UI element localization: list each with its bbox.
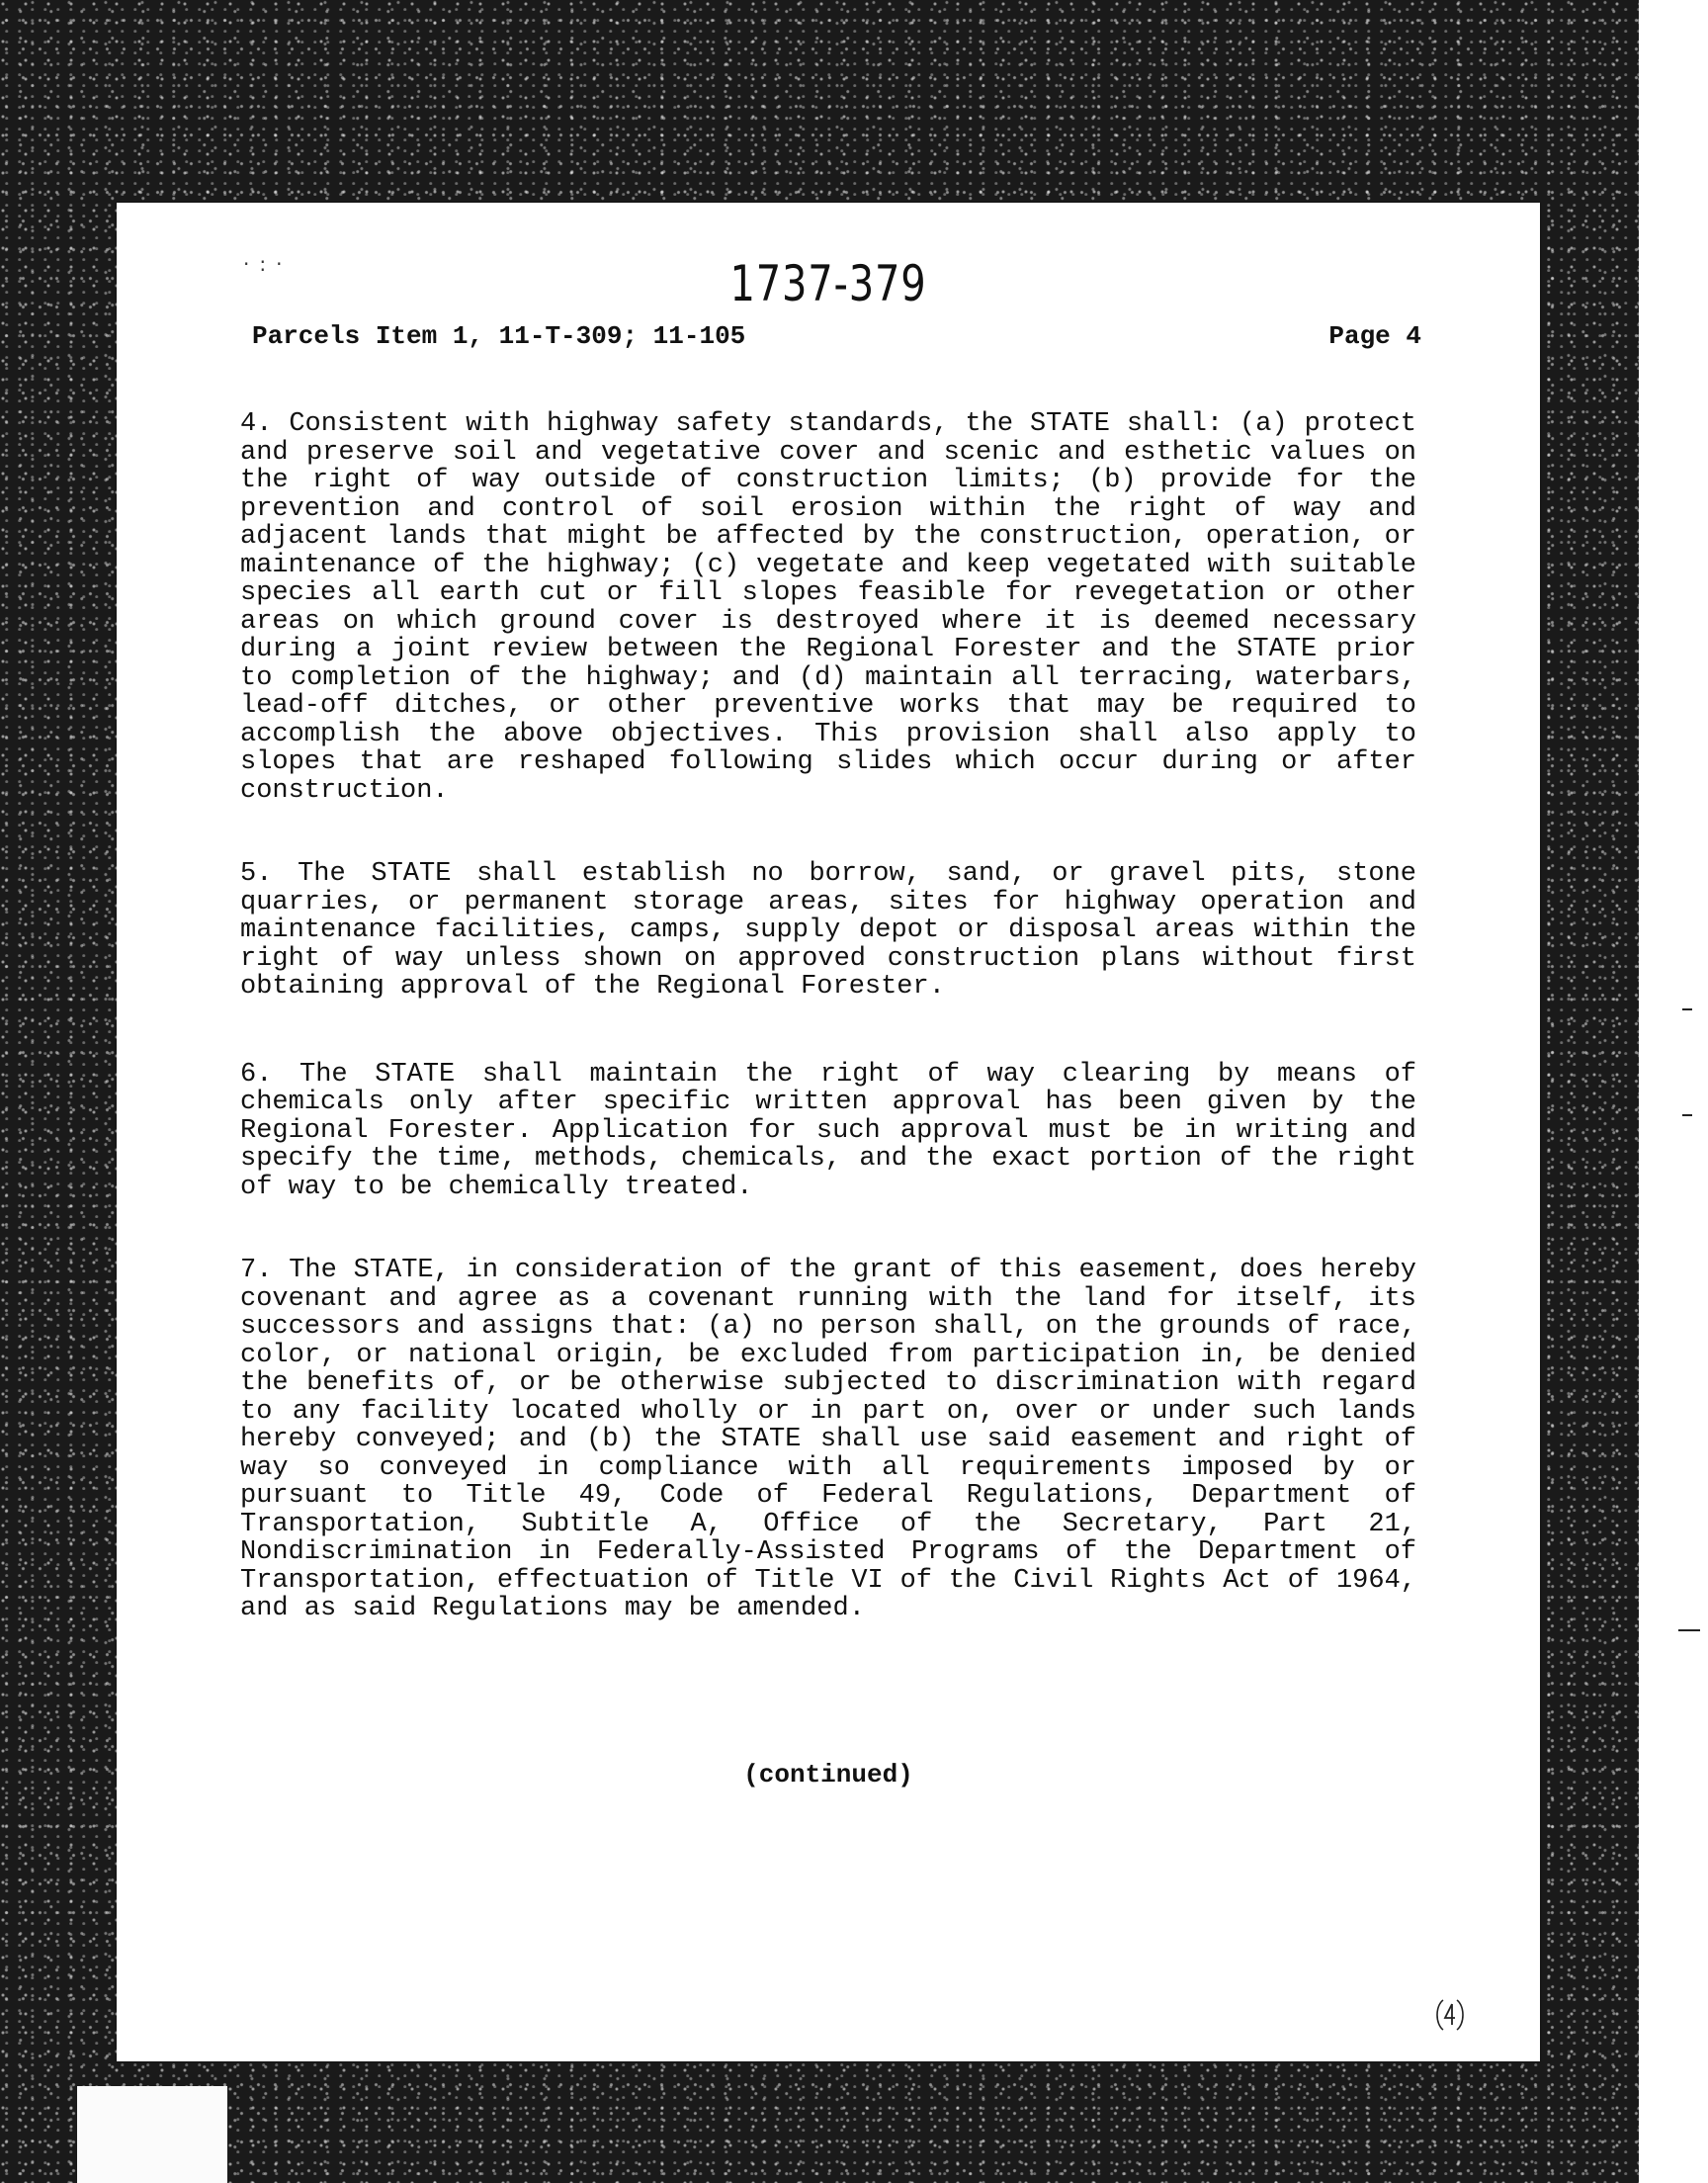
scan-right-margin — [1639, 0, 1708, 2183]
paragraph-7: 7. The STATE, in consideration of the grant of this easement, does hereby covenant and agree as a covenant running with the land for itself, its successors and assigns that: (a) no person shall, on the grounds of race, color, or national origin, be excluded from participation in, be denied the benefits of, or be otherwise subjected to discrimination with regard to any facility located wholly or in part on, over or under such lands hereby conveyed; and (b) the STATE shall use said easement and right of way so conveyed in compliance with all requirements imposed by or pursuant to Title 49, Code of Federal Regulations, Department of Transportation, Subtitle A, Office of the Secretary, Part 21, Nondiscrimination in Federally-Assisted Programs of the Department of Transportation, effectuation of Title VI of the Civil Rights Act of 1964, and as said Regulations may be amended. — [240, 1256, 1416, 1623]
paragraph-4: 4. Consistent with highway safety standards, the STATE shall: (a) protect and preserve soil and vegetative cover and scenic and esthetic values on the right of way outside of construction limits; (b) provide for the prevention and control of soil erosion within the right of way and adjacent lands that might be affected by the construction, operation, or maintenance of the highway; (c) vegetate and keep vegetated with suitable species all earth cut or fill slopes feasible for revegetation or other areas on which ground cover is destroyed where it is deemed necessary during a joint review between the Regional Forester and the STATE prior to completion of the highway; and (d) maintain all terracing, waterbars, lead-off ditches, or other preventive works that may be required to accomplish the above objectives. This provision shall also apply to slopes that are reshaped following slides which occur during or after construction. — [240, 409, 1416, 806]
scan-specks: ·:· — [243, 252, 293, 276]
page-header — [252, 321, 1421, 351]
document-body — [240, 410, 1416, 1679]
page-number: Page 4 — [1328, 321, 1421, 351]
parcel-reference: Parcels Item 1, 11-T-309; 11-105 — [252, 321, 746, 351]
handwritten-page-mark-icon — [1433, 1994, 1467, 2034]
paragraph-5: 5. The STATE shall establish no borrow, sand, or gravel pits, stone quarries, or permanent storage areas, sites for highway operation and maintenance facilities, camps, supply depot or disposal areas within the right of way unless shown on approved construction plans without first obtaining approval of the Regional Forester. — [240, 859, 1416, 1002]
document-number-stamp: 1737-379 — [729, 255, 927, 312]
corner-patch — [77, 2086, 227, 2183]
document-page — [117, 203, 1540, 2061]
edge-mark — [1678, 1629, 1700, 1631]
edge-mark — [1682, 1008, 1692, 1010]
paragraph-6: 6. The STATE shall maintain the right of way clearing by means of chemicals only after specific written approval has been given by the Regional Forester. Application for such approval must be in writing and specify the time, methods, chemicals, and the exact portion of the right of way to be chemically treated. — [240, 1059, 1416, 1202]
continued-note: (continued) — [743, 1760, 913, 1790]
edge-mark — [1682, 1114, 1692, 1116]
